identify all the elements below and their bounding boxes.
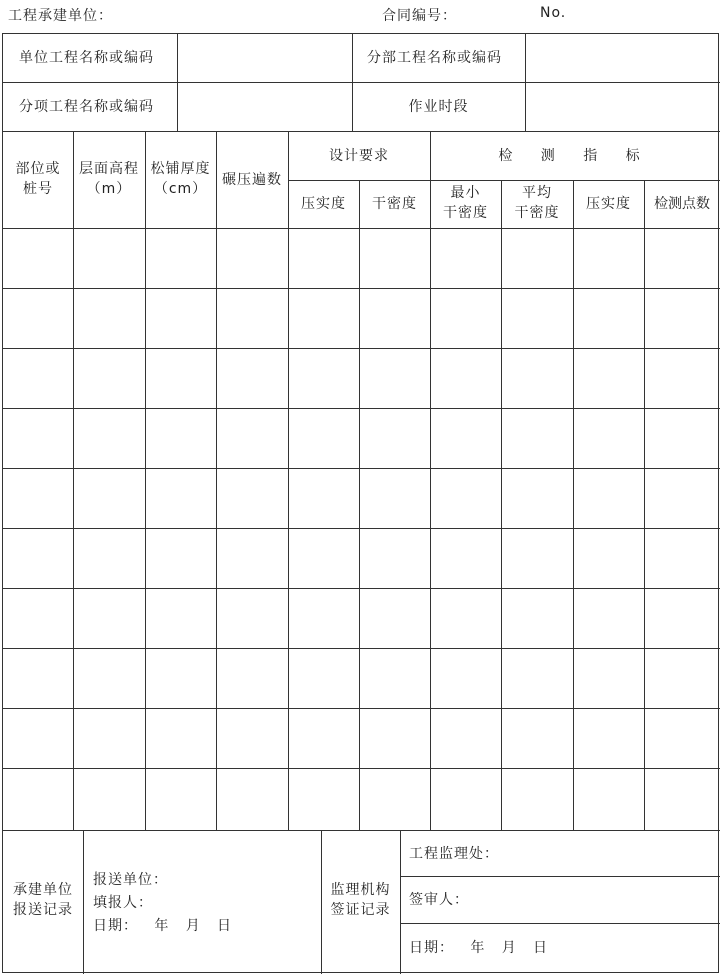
rule-h [3,588,720,589]
contractor-record-label [3,880,83,920]
rule-v [644,180,645,830]
col-test-compaction: 压实度 [586,196,631,212]
rule-h [3,768,720,769]
form-number-label: No. [540,5,567,21]
col-thickness-line1: 松铺厚度 [150,161,211,177]
sub-project-label: 分部工程名称或编码 [367,50,502,66]
rule-v [430,131,431,830]
rule-v [73,131,74,830]
rule-v [216,131,217,830]
submit-unit-field[interactable]: 报送单位： [93,872,168,888]
col-avg-line1: 平均 [522,185,552,201]
supervision-office-field[interactable]: 工程监理处： [409,846,499,862]
contractor-record-line2: 报送记录 [13,902,73,918]
col-thickness-header [145,159,216,199]
rule-h [3,468,720,469]
col-design-compaction: 压实度 [301,196,346,212]
rule-v [177,34,178,131]
rule-h [400,923,720,924]
rule-v [525,34,526,131]
rule-h [3,408,720,409]
col-thickness-line2: （cm） [153,181,208,197]
work-period-label: 作业时段 [408,99,469,115]
rule-v [83,830,84,974]
rule-h [3,528,720,529]
col-min-line2: 干密度 [443,205,488,221]
col-test-points: 检测点数 [654,196,710,212]
rule-v [400,830,401,974]
col-avg-dry-density [501,183,573,223]
supervisor-record-line2: 签证记录 [330,902,391,918]
rule-v [501,180,502,830]
rule-h [3,288,720,289]
contractor-label: 工程承建单位： [8,8,113,24]
rule-h [3,348,720,349]
contractor-record-line1: 承建单位 [13,882,73,898]
compaction-record-form [2,33,719,973]
col-passes-header: 碾压遍数 [222,172,282,188]
rule-h [3,648,720,649]
col-min-dry-density [430,183,501,223]
reviewer-field[interactable]: 签审人： [409,892,469,908]
rule-v [359,180,360,830]
col-elevation-line1: 层面高程 [79,161,139,177]
col-location-header [3,159,73,199]
filled-by-field[interactable]: 填报人： [93,895,153,911]
rule-h [3,830,720,831]
rule-h [3,708,720,709]
col-elevation-header [73,159,145,199]
col-location-line2: 桩号 [23,181,53,197]
rule-h [288,180,720,181]
supervisor-record-label [321,880,400,920]
rule-h [3,228,720,229]
unit-project-label: 单位工程名称或编码 [19,50,154,66]
date-left-field[interactable]: 日期： 年 月 日 [93,918,233,934]
item-project-label: 分项工程名称或编码 [19,99,154,115]
rule-h [400,876,720,877]
test-indicators-header: 检 测 指 标 [498,148,652,164]
rule-h [3,131,720,132]
col-avg-line2: 干密度 [514,205,560,221]
supervisor-record-line1: 监理机构 [330,882,391,898]
col-design-dry-density: 干密度 [372,196,417,212]
contract-number-label: 合同编号： [382,8,457,24]
col-min-line1: 最小 [450,185,481,201]
rule-v [288,131,289,830]
col-location-line1: 部位或 [15,161,61,177]
rule-v [145,131,146,830]
rule-v [573,180,574,830]
col-elevation-line2: （m） [86,181,132,197]
rule-h [3,82,720,83]
design-requirements-header: 设计要求 [329,148,389,164]
date-right-field[interactable]: 日期： 年 月 日 [409,940,549,956]
